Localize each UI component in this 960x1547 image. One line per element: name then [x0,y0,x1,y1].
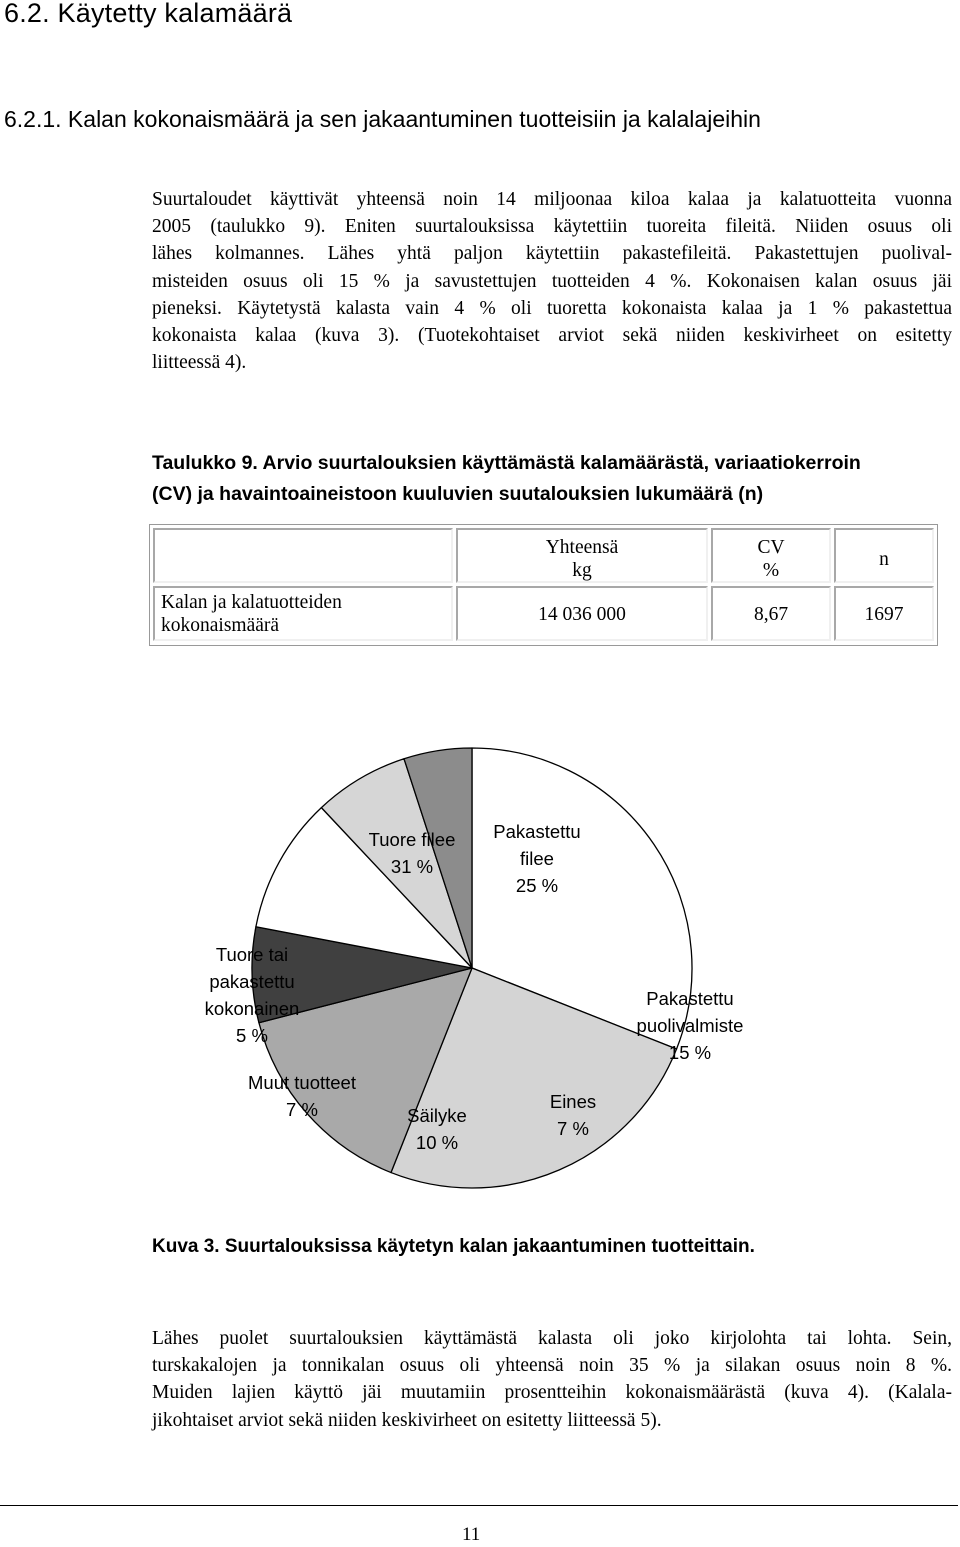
label-sailyke [392,1102,482,1156]
label-line: Pakastettu [646,988,734,1009]
table-cell-n: 1697 [834,586,934,641]
footer-divider [0,1505,958,1506]
paragraph-line: Suurtaloudet käyttivät yhteensä noin 14 miljoonaa kiloa kalaa ja kalatuotteita vuonna [152,189,952,210]
paragraph-species [152,1325,952,1434]
label-line: filee [520,848,554,869]
label-line: kokonainen [204,998,300,1019]
table-header-n [834,528,934,583]
label-line: 7 % [286,1099,318,1120]
paragraph-line: liitteessä 4). [152,352,247,374]
table-caption [152,448,952,510]
label-line: Muut tuotteet [248,1072,356,1093]
label-line: 15 % [668,1042,712,1063]
caption-line: Taulukko 9. Arvio suurtalouksien käyttämästä kalamäärästä, variaatiokerroin [152,452,861,474]
label-line: Tuore tai [215,944,289,965]
label-line: Eines [549,1091,597,1112]
header-total-label: Yhteensä [545,537,619,558]
label-puolivalmiste [620,985,760,1066]
header-total-unit: kg [572,560,592,581]
label-tuore-filee [352,826,472,880]
paragraph-intro [152,186,952,376]
table-header-cv [711,528,831,583]
label-line: puolivalmiste [636,1015,744,1036]
figure-caption: Kuva 3. Suurtalouksissa käytetyn kalan jakaantuminen tuotteittain. [152,1236,755,1257]
label-line: 31 % [390,856,434,877]
table-row-label [153,586,453,641]
header-n-label: n [879,549,889,570]
label-line: 10 % [415,1132,459,1153]
section-heading: 6.2. Käytetty kalamäärä [4,0,293,28]
paragraph-line: Muiden lajien käyttö jäi muutamiin prosentteihin kokonaismäärästä (kuva 4). (Kalala- [152,1382,952,1404]
label-line: Tuore filee [368,829,456,850]
label-line: 25 % [515,875,559,896]
paragraph-line: kokonaista kalaa (kuva 3). (Tuotekohtaiset arviot sekä niiden keskivirheet on esitetty [152,325,952,347]
label-line: Säilyke [407,1105,467,1126]
table-header-empty [153,528,453,583]
row-label-line: kokonaismäärä [161,615,280,636]
label-line: pakastettu [209,971,295,992]
row-label-line: Kalan ja kalatuotteiden [161,592,342,613]
label-line: 7 % [557,1118,589,1139]
paragraph-line: Lähes puolet suurtalouksien käyttämästä kalasta oli joko kirjolohta tai lohta. Sein, [152,1328,952,1349]
paragraph-line: 2005 (taulukko 9). Eniten suurtalouksissa käytettiin tuoreita fileitä. Niiden osuus oli [152,216,952,238]
label-pakastettu-filee [477,818,597,899]
header-cv-unit: % [762,560,780,581]
paragraph-line: turskakalojen ja tonnikalan osuus oli yhteensä noin 35 % ja silakan osuus noin 8 %. [152,1355,952,1377]
label-kokonainen [192,941,312,1049]
paragraph-line: lähes kolmannes. Lähes yhtä paljon käytettiin pakastefileitä. Pakastettujen puolival- [152,243,952,265]
paragraph-line: misteiden osuus oli 15 % ja savustettujen tuotteiden 4 %. Kokonaisen kalan osuus jäi [152,270,952,292]
header-cv-label: CV [757,537,785,558]
data-table [149,524,938,646]
label-line: Pakastettu [493,821,581,842]
caption-line: (CV) ja havaintoaineistoon kuuluvien suutalouksien lukumäärä (n) [152,483,764,505]
table-header-total [456,528,708,583]
table-cell-cv: 8,67 [711,586,831,641]
label-muut-tuotteet [237,1069,367,1123]
label-line: 5 % [236,1025,268,1046]
paragraph-line: jikohtaiset arviot sekä niiden keskivirheet on esitetty liitteessä 5). [152,1409,662,1431]
table-cell-total: 14 036 000 [456,586,708,641]
subsection-heading: 6.2.1. Kalan kokonaismäärä ja sen jakaantuminen tuotteisiin ja kalalajeihin [4,106,761,132]
page-number: 11 [462,1524,481,1545]
paragraph-line: pieneksi. Käytetystä kalasta vain 4 % oli tuoretta kokonaista kalaa ja 1 % pakastettua [152,297,952,319]
label-eines [528,1088,618,1142]
